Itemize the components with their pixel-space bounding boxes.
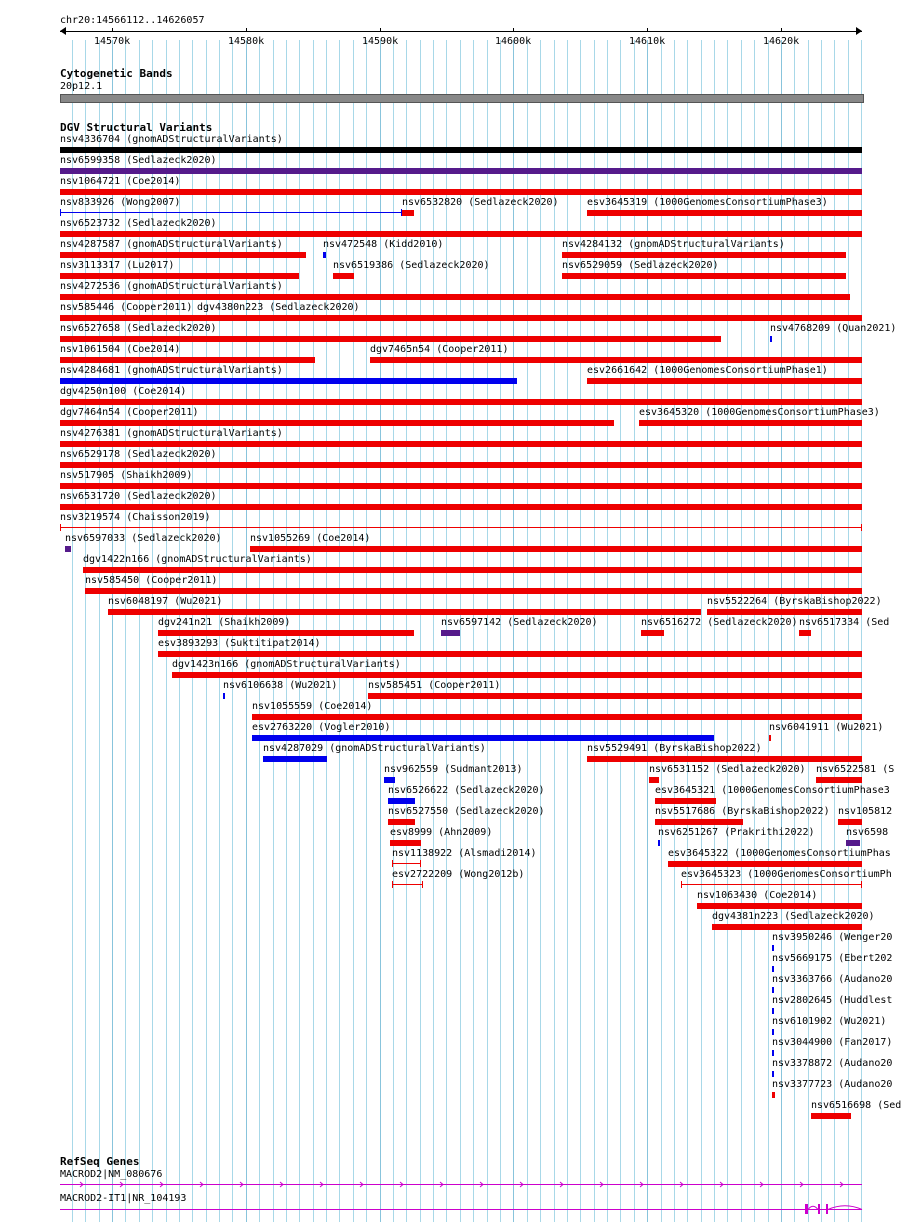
variant-label: nsv6519386 (Sedlazeck2020) [333, 260, 490, 271]
variant-bar[interactable] [370, 357, 862, 363]
variant-bar[interactable] [223, 693, 225, 699]
variant-end-cap [861, 881, 862, 888]
variant-bar[interactable] [263, 756, 327, 762]
variant-bar[interactable] [60, 357, 315, 363]
variant-end-cap [392, 860, 393, 867]
variant-end-cap [60, 524, 61, 531]
variant-label: nsv6048197 (Wu2021) [108, 596, 223, 607]
ruler-tick-label: 14580k [228, 36, 265, 47]
variant-bar[interactable] [681, 884, 862, 885]
variant-label: nsv3044900 (Fan2017) [772, 1037, 893, 1048]
variant-label: nsv6517334 (Sed [799, 617, 890, 628]
variant-label: nsv4336704 (gnomADStructuralVariants) [60, 134, 283, 145]
variant-bar[interactable] [158, 651, 862, 657]
variant-bar[interactable] [641, 630, 664, 636]
variant-bar[interactable] [587, 756, 862, 762]
variant-label: nsv6101902 (Wu2021) [772, 1016, 887, 1027]
ruler-tick [647, 28, 648, 32]
ruler-tick [246, 28, 247, 32]
variant-bar[interactable] [65, 546, 71, 552]
variant-bar[interactable] [388, 819, 415, 825]
variant-bar[interactable] [388, 798, 415, 804]
variant-bar[interactable] [707, 609, 862, 615]
ruler-tick [380, 28, 381, 32]
variant-end-cap [392, 881, 393, 888]
variant-bar[interactable] [333, 273, 354, 279]
variant-label: nsv6522581 (S [816, 764, 895, 775]
variant-bar[interactable] [60, 504, 862, 510]
variant-bar[interactable] [252, 714, 862, 720]
ruler-tick-label: 14610k [629, 36, 666, 47]
variant-bar[interactable] [392, 884, 423, 885]
variant-bar[interactable] [60, 252, 306, 258]
variant-bar[interactable] [108, 609, 701, 615]
variant-label: nsv1055559 (Coe2014) [252, 701, 373, 712]
variant-label: esv3645321 (1000GenomesConsortiumPhase3 [655, 785, 890, 796]
variant-end-cap [861, 524, 862, 531]
variant-label: nsv6599358 (Sedlazeck2020) [60, 155, 217, 166]
variant-label: nsv5517686 (ByrskaBishop2022) [655, 806, 830, 817]
variant-bar[interactable] [658, 840, 660, 846]
ruler-line [60, 31, 862, 32]
variant-label: nsv6529178 (Sedlazeck2020) [60, 449, 217, 460]
variant-label: nsv4284132 (gnomADStructuralVariants) [562, 239, 785, 250]
refseq-gene-models[interactable] [0, 1178, 890, 1218]
variant-label: nsv3363766 (Audano20 [772, 974, 893, 985]
gene-label-macrod2: MACROD2|NM_080676 [60, 1169, 163, 1180]
variant-label: nsv3378872 (Audano20 [772, 1058, 893, 1069]
variant-bar[interactable] [712, 924, 862, 930]
exon-block [805, 1204, 808, 1214]
ruler-tick-label: 14600k [495, 36, 532, 47]
variant-bar[interactable] [60, 462, 862, 468]
variant-label: nsv6251267 (Prakrithi2022) [658, 827, 815, 838]
variant-label: dgv7465n54 (Cooper2011) [370, 344, 509, 355]
variant-bar[interactable] [250, 546, 862, 552]
variant-label: esv8999 (Ahn2009) [390, 827, 493, 838]
variant-label: nsv4272536 (gnomADStructuralVariants) [60, 281, 283, 292]
variant-label: nsv4768209 (Quan2021) [770, 323, 897, 334]
variant-label: nsv833926 (Wong2007) [60, 197, 181, 208]
cytoband-track-title: Cytogenetic Bands [60, 67, 173, 80]
ruler-arrow-right-icon [856, 27, 862, 35]
variant-label: nsv6041911 (Wu2021) [769, 722, 884, 733]
ruler-tick-label: 14570k [94, 36, 131, 47]
variant-bar[interactable] [60, 378, 517, 384]
variant-bar[interactable] [60, 420, 614, 426]
gene-label-macrod2-it1: MACROD2-IT1|NR_104193 [60, 1193, 187, 1204]
variant-bar[interactable] [799, 630, 811, 636]
variant-bar[interactable] [772, 1029, 774, 1035]
variant-bar[interactable] [811, 1113, 851, 1119]
variant-bar[interactable] [838, 819, 862, 825]
variant-bar[interactable] [172, 672, 862, 678]
variant-bar[interactable] [587, 378, 862, 384]
variant-bar[interactable] [60, 147, 862, 153]
variant-label: dgv4380n223 (Sedlazeck2020) [197, 302, 360, 313]
ruler-tick [513, 28, 514, 32]
variant-label: nsv962559 (Sudmant2013) [384, 764, 523, 775]
variant-label: nsv4287587 (gnomADStructuralVariants) [60, 239, 283, 250]
variant-bar[interactable] [252, 735, 714, 741]
variant-label: nsv6597142 (Sedlazeck2020) [441, 617, 598, 628]
variant-bar[interactable] [772, 1071, 774, 1077]
variant-label: nsv6526622 (Sedlazeck2020) [388, 785, 545, 796]
variant-label: esv3893293 (Suktitipat2014) [158, 638, 321, 649]
variant-bar[interactable] [587, 210, 862, 216]
ruler-arrow-left-icon [60, 27, 66, 35]
variant-bar[interactable] [772, 945, 774, 951]
variant-label: nsv5529491 (ByrskaBishop2022) [587, 743, 762, 754]
ruler-tick [781, 28, 782, 32]
variant-label: nsv4276381 (gnomADStructuralVariants) [60, 428, 283, 439]
cytoband-label: 20p12.1 [60, 81, 103, 92]
position-label: chr20:14566112..14626057 [60, 15, 205, 26]
variant-label: nsv6598 [846, 827, 889, 838]
variant-label: nsv6527550 (Sedlazeck2020) [388, 806, 545, 817]
variant-bar[interactable] [639, 420, 862, 426]
variant-bar[interactable] [816, 777, 862, 783]
variant-label: nsv5669175 (Ebert202 [772, 953, 893, 964]
variant-label: esv3645319 (1000GenomesConsortiumPhase3) [587, 197, 828, 208]
variant-label: nsv6597033 (Sedlazeck2020) [65, 533, 222, 544]
variant-label: nsv6516698 (Sed [811, 1100, 901, 1111]
variant-label: nsv1061504 (Coe2014) [60, 344, 181, 355]
variant-bar[interactable] [649, 777, 659, 783]
variant-label: nsv6532820 (Sedlazeck2020) [402, 197, 559, 208]
variant-label: nsv6523732 (Sedlazeck2020) [60, 218, 217, 229]
variant-bar[interactable] [60, 168, 862, 174]
variant-bar[interactable] [83, 567, 862, 573]
variant-label: dgv241n21 (Shaikh2009) [158, 617, 291, 628]
variant-end-cap [60, 209, 61, 216]
variant-bar[interactable] [655, 819, 743, 825]
ruler-tick-label: 14590k [362, 36, 399, 47]
variant-end-cap [681, 881, 682, 888]
variant-bar[interactable] [158, 630, 414, 636]
variant-label: esv2722209 (Wong2012b) [392, 869, 525, 880]
variant-label: nsv472548 (Kidd2010) [323, 239, 444, 250]
variant-bar[interactable] [323, 252, 326, 258]
variant-label: nsv6106638 (Wu2021) [223, 680, 338, 691]
variant-label: nsv517905 (Shaikh2009) [60, 470, 193, 481]
variant-label: nsv4284681 (gnomADStructuralVariants) [60, 365, 283, 376]
variant-label: esv2661642 (1000GenomesConsortiumPhase1) [587, 365, 828, 376]
variant-bar[interactable] [772, 987, 774, 993]
variant-label: esv3645323 (1000GenomesConsortiumPh [681, 869, 892, 880]
variant-end-cap [422, 881, 423, 888]
variant-label: esv3645322 (1000GenomesConsortiumPhas [668, 848, 891, 859]
variant-bar[interactable] [85, 588, 862, 594]
variant-bar[interactable] [60, 231, 862, 237]
variant-bar[interactable] [368, 693, 862, 699]
variant-bar[interactable] [772, 966, 774, 972]
variant-bar[interactable] [60, 336, 721, 342]
variant-bar[interactable] [562, 252, 846, 258]
variant-bar[interactable] [60, 315, 862, 321]
variant-label: nsv2802645 (Huddlest [772, 995, 893, 1006]
variant-bar[interactable] [697, 903, 862, 909]
cytoband-bar[interactable] [60, 94, 864, 103]
variant-label: dgv7464n54 (Cooper2011) [60, 407, 199, 418]
variant-label: nsv6529059 (Sedlazeck2020) [562, 260, 719, 271]
variant-bar[interactable] [384, 777, 395, 783]
variant-bar[interactable] [402, 210, 414, 216]
variant-label: nsv3377723 (Audano20 [772, 1079, 893, 1090]
variant-bar[interactable] [562, 273, 846, 279]
variant-bar[interactable] [60, 273, 299, 279]
refseq-track-title: RefSeq Genes [60, 1155, 140, 1168]
variant-bar[interactable] [772, 1050, 774, 1056]
variant-label: nsv1064721 (Coe2014) [60, 176, 181, 187]
variant-bar[interactable] [60, 212, 402, 213]
variant-bar[interactable] [390, 840, 421, 846]
variant-label: nsv1055269 (Coe2014) [250, 533, 371, 544]
variant-label: nsv585451 (Cooper2011) [368, 680, 501, 691]
variant-label: dgv4381n223 (Sedlazeck2020) [712, 911, 875, 922]
variant-label: dgv4250n100 (Coe2014) [60, 386, 187, 397]
variant-label: dgv1423n166 (gnomADStructuralVariants) [172, 659, 401, 670]
variant-bar[interactable] [655, 798, 716, 804]
variant-label: nsv105812 [838, 806, 893, 817]
variant-bar[interactable] [60, 399, 862, 405]
variant-bar[interactable] [846, 840, 860, 846]
variant-bar[interactable] [770, 336, 772, 342]
variant-label: dgv1422n166 (gnomADStructuralVariants) [83, 554, 312, 565]
variant-bar[interactable] [60, 483, 862, 489]
variant-label: nsv6516272 (Sedlazeck2020) [641, 617, 798, 628]
variant-label: nsv3219574 (Chaisson2019) [60, 512, 211, 523]
variant-bar[interactable] [60, 189, 862, 195]
dgv-track-title: DGV Structural Variants [60, 121, 213, 134]
variant-bar[interactable] [441, 630, 460, 636]
variant-label: nsv1138922 (Alsmadi2014) [392, 848, 537, 859]
variant-label: nsv585446 (Cooper2011) [60, 302, 193, 313]
variant-label: esv3645320 (1000GenomesConsortiumPhase3) [639, 407, 880, 418]
variant-label: nsv6531720 (Sedlazeck2020) [60, 491, 217, 502]
variant-bar[interactable] [60, 527, 862, 528]
exon-block [818, 1204, 820, 1214]
variant-label: nsv4287029 (gnomADStructuralVariants) [263, 743, 486, 754]
exon-block [826, 1204, 828, 1214]
variant-label: nsv585450 (Cooper2011) [85, 575, 218, 586]
variant-label: nsv6531152 (Sedlazeck2020) [649, 764, 806, 775]
variant-bar[interactable] [60, 294, 850, 300]
variant-bar[interactable] [772, 1008, 774, 1014]
variant-label: nsv5522264 (ByrskaBishop2022) [707, 596, 882, 607]
variant-label: nsv6527658 (Sedlazeck2020) [60, 323, 217, 334]
variant-bar[interactable] [772, 1092, 775, 1098]
variant-bar[interactable] [60, 441, 862, 447]
variant-label: esv2763220 (Vogler2010) [252, 722, 391, 733]
variant-end-cap [420, 860, 421, 867]
variant-bar[interactable] [668, 861, 862, 867]
splice-arc [808, 1206, 862, 1210]
variant-label: nsv3113317 (Lu2017) [60, 260, 175, 271]
variant-label: nsv1063430 (Coe2014) [697, 890, 818, 901]
ruler-tick [112, 28, 113, 32]
variant-bar[interactable] [392, 863, 421, 864]
ruler-tick-label: 14620k [763, 36, 800, 47]
variant-label: nsv3950246 (Wenger20 [772, 932, 893, 943]
variant-bar[interactable] [769, 735, 771, 741]
